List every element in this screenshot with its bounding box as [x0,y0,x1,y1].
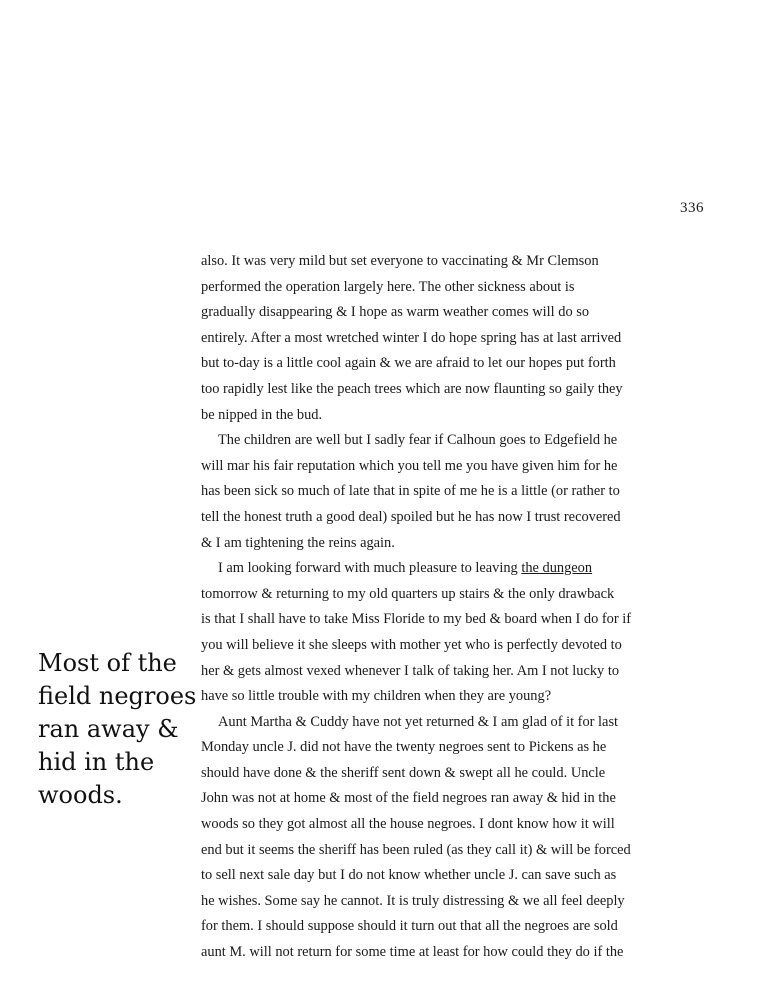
text-line: is that I shall have to take Miss Floride to my bed & board when I do for if [201,611,632,628]
text-line: has been sick so much of late that in spite of me he is a little (or rather to [201,483,620,500]
text-line: for them. I should suppose should it turn out that all the negroes are sold [201,918,618,935]
text-line: her & gets almost vexed whenever I talk of taking her. Am I not lucky to [201,662,620,679]
text-line: be nipped in the bud. [201,406,323,423]
text-line-with-underline [201,556,726,582]
text-line: but to-day is a little cool again & we are afraid to let our hopes put forth [201,355,616,372]
underlined-phrase: the dungeon [521,560,593,577]
text-line: have so little trouble with my children when they are young? [201,688,552,705]
text-line: you will believe it she sleeps with mother yet who is perfectly devoted to [201,636,622,653]
text-line: end but it seems the sheriff has been ruled (as they call it) & will be forced [201,841,631,858]
annotation-line: Most of the [38,649,177,677]
annotation-line: field negroes [38,682,197,710]
text-line: John was not at home & most of the field negroes ran away & hid in the [201,790,616,807]
text-line: tell the honest truth a good deal) spoiled but he has now I trust recovered [201,508,621,525]
annotation-line: hid in the [38,748,155,776]
text-line: Monday uncle J. did not have the twenty negroes sent to Pickens as he [201,739,607,756]
text-segment: I am looking forward with much pleasure to leaving [218,560,522,577]
text-line: he wishes. Some say he cannot. It is truly distressing & we all feel deeply [201,892,625,909]
text-line: also. It was very mild but set everyone to vaccinating & Mr Clemson [201,253,599,269]
text-line: too rapidly lest like the peach trees which are now flaunting so gaily they [201,380,623,397]
text-line: should have done & the sheriff sent down & swept all he could. Uncle [201,764,606,781]
text-line: & I am tightening the reins again. [201,534,395,551]
text-line: will mar his fair reputation which you tell me you have given him for he [201,457,618,474]
text-line: gradually disappearing & I hope as warm weather comes will do so [201,304,590,321]
text-line: tomorrow & returning to my old quarters up stairs & the only drawback [201,585,615,602]
margin-annotation [38,647,197,812]
text-line: performed the operation largely here. The other sickness about is [201,278,575,295]
text-line: aunt M. will not return for some time at least for how could they do if the [201,944,624,961]
letter-body-text [201,249,726,966]
text-line: The children are well but I sadly fear if Calhoun goes to Edgefield he [218,432,618,449]
page-number: 336 [680,200,704,216]
annotation-line: woods. [38,781,123,809]
text-line: entirely. After a most wretched winter I do hope spring has at last arrived [201,329,622,346]
annotation-line: ran away & [38,715,179,743]
text-line: woods so they got almost all the house negroes. I dont know how it will [201,816,615,833]
text-line: Aunt Martha & Cuddy have not yet returned & I am glad of it for last [218,713,619,730]
text-line: to sell next sale day but I do not know whether uncle J. can save such as [201,867,617,884]
